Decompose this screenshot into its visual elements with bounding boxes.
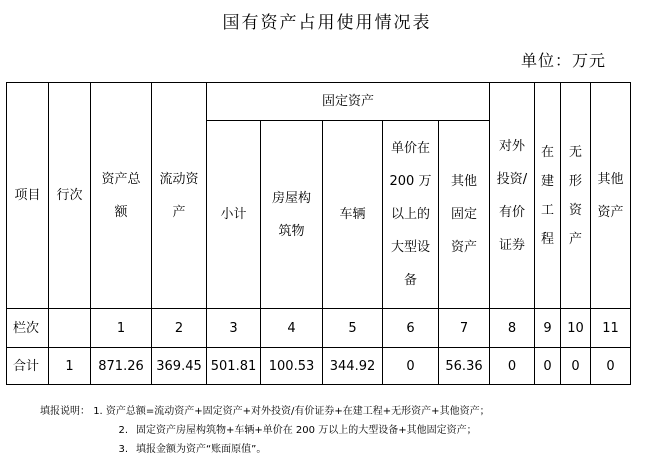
header-text-line: 资 — [568, 202, 582, 218]
column-number-cell: 8 — [490, 309, 535, 348]
filling-notes — [40, 402, 490, 459]
header-text-line: 资产 — [450, 240, 477, 255]
header-other-fixed — [439, 121, 490, 309]
note-line — [40, 421, 490, 440]
header-text-line: 建 — [540, 173, 554, 189]
value-cell: 56.36 — [439, 348, 490, 385]
row-label: 栏次 — [7, 309, 49, 348]
header-text-line: 证券 — [498, 237, 525, 253]
column-number-cell: 9 — [535, 309, 561, 348]
value-cell: 0 — [535, 348, 561, 385]
column-number-row — [7, 309, 631, 348]
row-no-cell — [49, 309, 91, 348]
header-text-line: 投资/ — [496, 171, 528, 187]
header-text-line: 资产总 — [101, 171, 141, 187]
note-text: 固定资产房屋构筑物+车辆+单价在 200 万以上的大型设备+其他固定资产； — [136, 425, 477, 436]
row-no-cell: 1 — [49, 348, 91, 385]
column-number-cell: 11 — [591, 309, 631, 348]
header-text-line: 以上的 — [390, 207, 430, 222]
note-number: 1. — [93, 406, 103, 417]
column-number-cell: 7 — [439, 309, 490, 348]
header-total-assets — [91, 83, 152, 309]
asset-usage-table — [6, 82, 631, 385]
header-buildings — [261, 121, 323, 309]
header-text-line: 工 — [540, 202, 554, 218]
header-row-no: 行次 — [49, 83, 91, 309]
header-text-line: 资产 — [597, 204, 624, 220]
row-label: 合计 — [7, 348, 49, 385]
column-number-cell: 2 — [152, 309, 207, 348]
note-number: 2. — [118, 425, 128, 436]
document-title: 国有资产占用使用情况表 — [222, 13, 432, 33]
header-item: 项目 — [7, 83, 49, 309]
header-text-line: 对外 — [498, 138, 525, 154]
note-text: 填报金额为资产“账面原值”。 — [136, 444, 267, 455]
header-text-line: 产 — [172, 204, 186, 220]
header-text-line: 房屋构 — [271, 190, 311, 206]
column-number-cell: 4 — [261, 309, 323, 348]
header-construction — [535, 83, 561, 309]
total-row — [7, 348, 631, 385]
note-text: 资产总额=流动资产+固定资产+对外投资/有价证券+在建工程+无形资产+其他资产； — [105, 406, 490, 417]
value-cell: 344.92 — [323, 348, 383, 385]
header-fixed-assets: 固定资产 — [207, 83, 490, 121]
header-text-line: 流动资 — [159, 171, 199, 187]
header-text-line: 固定 — [450, 207, 477, 222]
header-text-line: 额 — [114, 204, 128, 220]
value-cell: 0 — [591, 348, 631, 385]
header-text-line: 有价 — [498, 204, 525, 220]
unit-label: 单位：万元 — [520, 51, 606, 70]
header-text-line: 大型设 — [390, 240, 430, 255]
header-text-line: 单价在 — [390, 141, 430, 156]
value-cell: 0 — [490, 348, 535, 385]
column-number-cell: 3 — [207, 309, 261, 348]
value-cell: 501.81 — [207, 348, 261, 385]
header-text-line: 200 万 — [389, 174, 432, 189]
header-text-line: 其他 — [450, 174, 477, 189]
header-text-line: 产 — [568, 231, 582, 247]
header-text-line: 程 — [540, 231, 554, 247]
note-number: 3. — [118, 444, 128, 455]
header-current-assets — [152, 83, 207, 309]
column-number-cell: 10 — [561, 309, 591, 348]
header-vehicles: 车辆 — [323, 121, 383, 309]
header-text-line: 无 — [568, 144, 582, 160]
column-number-cell: 1 — [91, 309, 152, 348]
header-investment — [490, 83, 535, 309]
header-text-line: 备 — [403, 273, 417, 288]
notes-lead: 填报说明： — [40, 406, 90, 417]
note-line — [40, 440, 490, 459]
header-other-assets — [591, 83, 631, 309]
note-line — [40, 402, 490, 421]
column-number-cell: 5 — [323, 309, 383, 348]
header-intangible — [561, 83, 591, 309]
value-cell: 369.45 — [152, 348, 207, 385]
value-cell: 0 — [561, 348, 591, 385]
header-text-line: 形 — [568, 173, 582, 189]
value-cell: 0 — [383, 348, 439, 385]
header-large-equipment — [383, 121, 439, 309]
header-text-line: 在 — [540, 144, 554, 160]
column-number-cell: 6 — [383, 309, 439, 348]
header-text-line: 筑物 — [278, 223, 305, 239]
header-text-line: 其他 — [597, 171, 624, 187]
value-cell: 871.26 — [91, 348, 152, 385]
header-subtotal: 小计 — [207, 121, 261, 309]
value-cell: 100.53 — [261, 348, 323, 385]
